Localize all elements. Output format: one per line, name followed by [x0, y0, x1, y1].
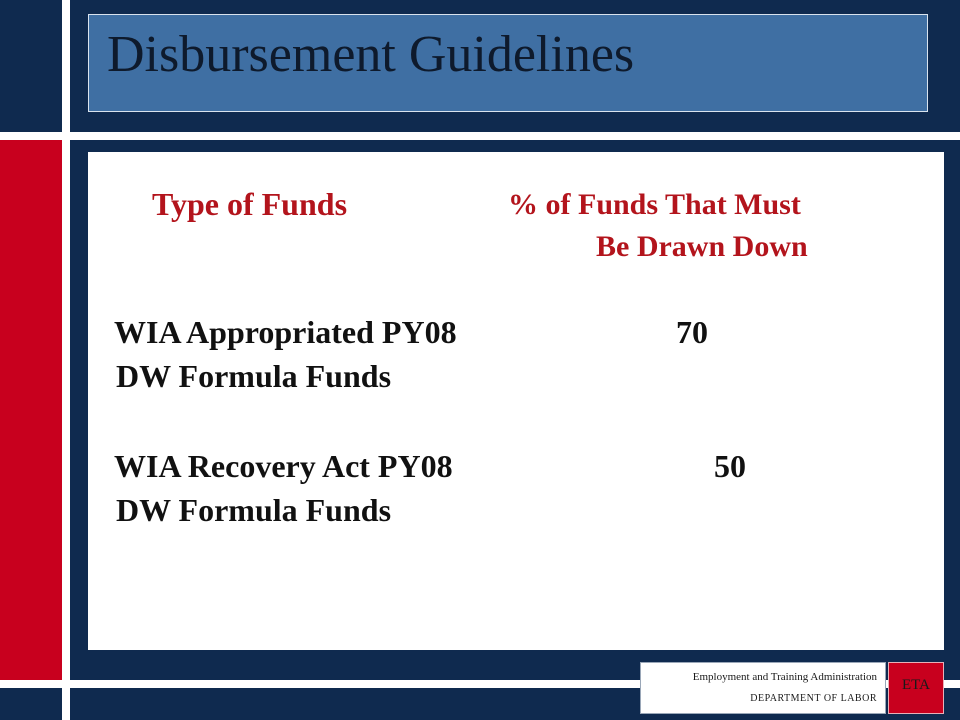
footer-agency-name: Employment and Training Administration [692, 671, 877, 683]
row-2-fund-name: WIA Recovery Act PY08 [114, 448, 453, 484]
header-type-of-funds: Type of Funds [152, 186, 348, 222]
row-1-percent: 70 [676, 314, 708, 350]
row-1-fund-subname: DW Formula Funds [116, 358, 392, 394]
slide-title: Disbursement Guidelines [107, 26, 635, 83]
header-percent-line1: % of Funds That Must [508, 188, 801, 221]
row-1-fund-name: WIA Appropriated PY08 [114, 314, 457, 350]
eta-badge [888, 662, 944, 714]
footer-agency-box [640, 662, 886, 714]
row-2-fund-subname: DW Formula Funds [116, 492, 392, 528]
left-navy-bottom-block [0, 688, 62, 720]
left-red-stripe [0, 140, 62, 680]
footer-department-name: DEPARTMENT OF LABOR [750, 693, 877, 704]
top-divider [0, 132, 960, 140]
title-panel [88, 14, 928, 112]
vertical-divider [62, 0, 70, 720]
row-2-percent: 50 [714, 448, 746, 484]
eta-badge-label: ETA [902, 677, 930, 693]
header-percent-line2: Be Drawn Down [596, 230, 808, 263]
left-navy-block [0, 0, 62, 132]
content-panel [88, 152, 944, 650]
